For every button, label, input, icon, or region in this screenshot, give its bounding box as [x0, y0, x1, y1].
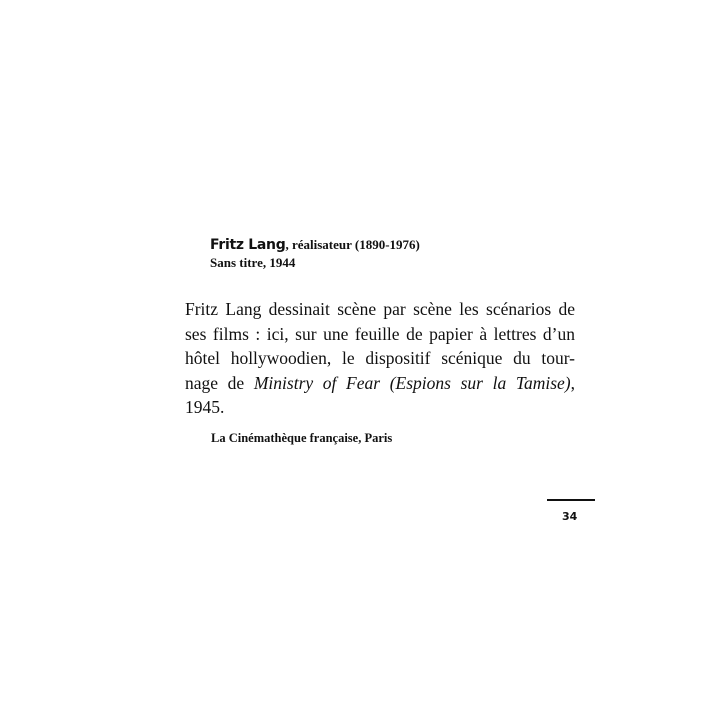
- artwork-title: Sans titre, 1944: [210, 255, 296, 270]
- description-line: 1945.: [185, 397, 225, 417]
- film-title: Ministry of Fear (Espions sur la Tamise): [253, 372, 571, 393]
- description-line: [185, 371, 575, 396]
- artist-role-dates: , réalisateur (1890-1976): [285, 237, 420, 252]
- description-line: Fritz Lang dessinait scène par scène les scénarios de: [185, 299, 575, 319]
- description-text: ,: [570, 372, 575, 393]
- artist-name: Fritz Lang: [210, 237, 286, 253]
- collection-credit: La Cinémathèque française, Paris: [211, 431, 393, 445]
- page-number: 34: [562, 510, 578, 523]
- description-line: hôtel hollywoodien, le dispositif scénique du tour-: [185, 348, 575, 368]
- page-number-rule: [547, 499, 595, 501]
- description-paragraph: [185, 297, 575, 420]
- artwork-caption: [210, 236, 420, 272]
- description-line: ses films : ici, sur une feuille de papier à lettres d’un: [185, 323, 575, 344]
- description-text: nage de: [185, 372, 254, 393]
